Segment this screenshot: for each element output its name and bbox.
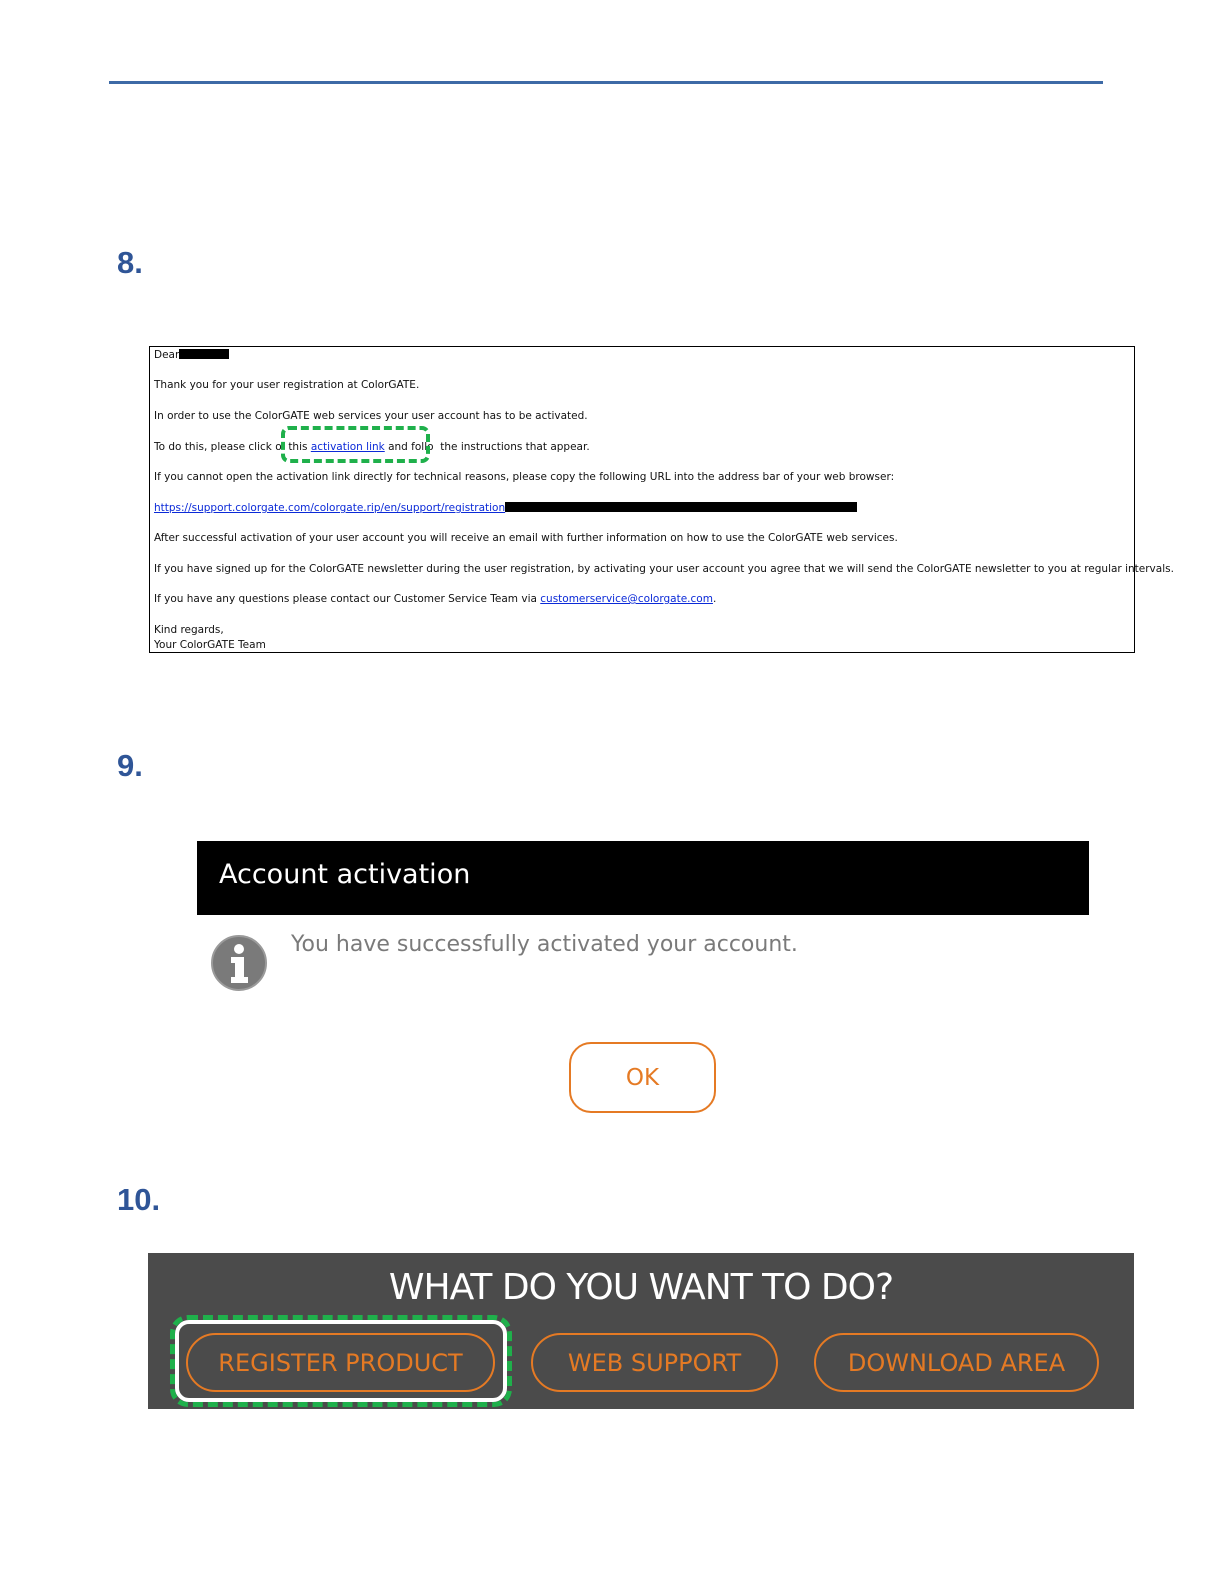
email-url-line [154, 502, 857, 514]
support-email-link[interactable]: customerservice@colorgate.com [540, 593, 713, 605]
email-thanks: Thank you for your user registration at ColorGATE. [154, 379, 420, 391]
step-number-8: 8. [117, 245, 143, 280]
email-questions-post: . [712, 593, 717, 605]
info-icon [211, 935, 267, 991]
activation-email [149, 346, 1174, 653]
web-support-button[interactable]: WEB SUPPORT [531, 1333, 778, 1392]
actions-title: WHAT DO YOU WANT TO DO? [388, 1267, 894, 1308]
email-greeting: Dear [154, 349, 180, 361]
email-cannot: If you cannot open the activation link directly for technical reasons, please copy the following URL into the address bar of your web browser: [154, 471, 895, 483]
email-newsletter: If you have signed up for the ColorGATE newsletter during the user registration, by activating your user account you agree that we will send the ColorGATE newsletter to you at regular intervals. [154, 563, 1174, 575]
activation-message: You have successfully activated your account. [291, 932, 798, 957]
email-questions-pre: If you have any questions please contact our Customer Service Team via [154, 593, 537, 605]
registration-url[interactable]: https://support.colorgate.com/colorgate.rip/en/support/registration [154, 502, 506, 514]
email-todo-post: the instructions that appear. [440, 441, 590, 453]
email-order: In order to use the ColorGATE web services your user account has to be activated. [154, 410, 588, 422]
email-regards: Kind regards, [154, 624, 224, 636]
email-questions-line [154, 593, 716, 605]
register-product-button[interactable]: REGISTER PRODUCT [186, 1333, 495, 1392]
redacted-token [505, 502, 857, 512]
email-greeting-line [154, 349, 229, 361]
activation-link-highlight [281, 426, 430, 463]
step-number-10: 10. [117, 1182, 161, 1217]
ok-button[interactable]: OK [569, 1042, 716, 1113]
email-todo-pre: To do this, please click o [154, 441, 282, 453]
email-team: Your ColorGATE Team [154, 639, 266, 651]
activation-link[interactable]: activation link [310, 441, 385, 453]
email-after: After successful activation of your user account you will receive an email with further information on how to use the ColorGATE web services. [154, 532, 898, 544]
activation-title: Account activation [219, 859, 471, 890]
activation-header-bar [197, 841, 1089, 915]
step-number-9: 9. [117, 748, 143, 783]
redacted-name [179, 349, 229, 359]
email-todo-this: this [288, 441, 308, 453]
download-area-button[interactable]: DOWNLOAD AREA [814, 1333, 1099, 1392]
header-rule [109, 81, 1103, 84]
email-todo-mid: and follo [388, 441, 434, 453]
